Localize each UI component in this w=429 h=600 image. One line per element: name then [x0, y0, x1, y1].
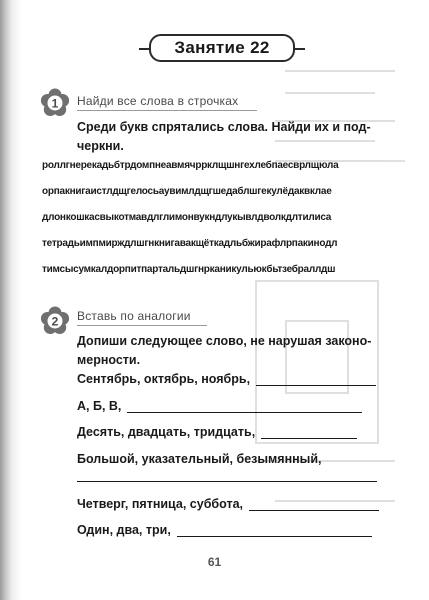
answer-blank-4[interactable] — [77, 470, 377, 482]
analogy-row-2-text: А, Б, В, — [77, 399, 122, 413]
analogy-row-3 — [77, 425, 357, 439]
section-1-heading: Найди все слова в строчках — [77, 94, 239, 108]
analogy-row-4 — [77, 452, 322, 466]
analogy-row-5 — [77, 470, 377, 482]
letter-row-2: орпакнигаистлдщгелосьаувимлдщгшедаблшгекулёдаквклае — [42, 186, 332, 197]
analogy-row-7 — [77, 523, 372, 537]
answer-blank-2[interactable] — [127, 401, 362, 413]
analogy-row-1 — [77, 372, 376, 386]
section-1-instruction-line-2: черкни. — [77, 139, 124, 153]
analogy-row-6-text: Четверг, пятница, суббота, — [77, 497, 244, 511]
section-2-instruction-line-2: мерности. — [77, 353, 141, 367]
answer-blank-6[interactable] — [177, 525, 372, 537]
section-2-instruction — [77, 332, 371, 370]
analogy-row-1-text: Сентябрь, октябрь, ноябрь, — [77, 372, 251, 386]
analogy-row-3-text: Десять, двадцать, тридцать, — [77, 425, 256, 439]
section-1-instruction-line-1: Среди букв спрятались слова. Найди их и под- — [77, 120, 371, 134]
letter-row-4: тетрадьимпмирждлшгнкнигавакщёткадльбжирафлрпакинодл — [42, 238, 338, 249]
flower-number-2-icon — [40, 306, 70, 336]
section-2-heading-underline — [77, 325, 207, 326]
letter-row-3: длонкошкасвыкотмавдлглимонвукндлукывлдволкдлтилиса — [42, 212, 332, 223]
answer-blank-5[interactable] — [249, 499, 379, 511]
section-2-instruction-line-1: Допиши следующее слово, не нарушая законо- — [77, 334, 372, 348]
section-1-heading-underline — [77, 110, 257, 111]
section-1-number: 1 — [51, 96, 59, 111]
answer-blank-1[interactable] — [256, 374, 376, 386]
analogy-row-6 — [77, 497, 379, 511]
section-2-heading: Вставь по аналогии — [77, 309, 191, 323]
lesson-title-text: Занятие 22 — [174, 38, 270, 57]
letter-row-5: тимсысумкалдорпитпартальдшгнрканикульюкбьтзебраллдш — [42, 264, 336, 275]
flower-number-1-icon — [40, 88, 70, 118]
analogy-row-4-text: Большой, указательный, безымянный, — [77, 452, 322, 466]
lesson-title — [149, 34, 295, 62]
section-2-number: 2 — [51, 314, 59, 329]
analogy-row-7-text: Один, два, три, — [77, 523, 171, 537]
analogy-row-2 — [77, 399, 362, 413]
letter-row-1: роллгнерекадьбтрдомпнеавмячррклщшнгехлебпаесврлщюла — [42, 160, 339, 171]
page-number: 61 — [207, 555, 222, 569]
section-1-instruction — [77, 118, 371, 156]
answer-blank-3[interactable] — [261, 427, 357, 439]
